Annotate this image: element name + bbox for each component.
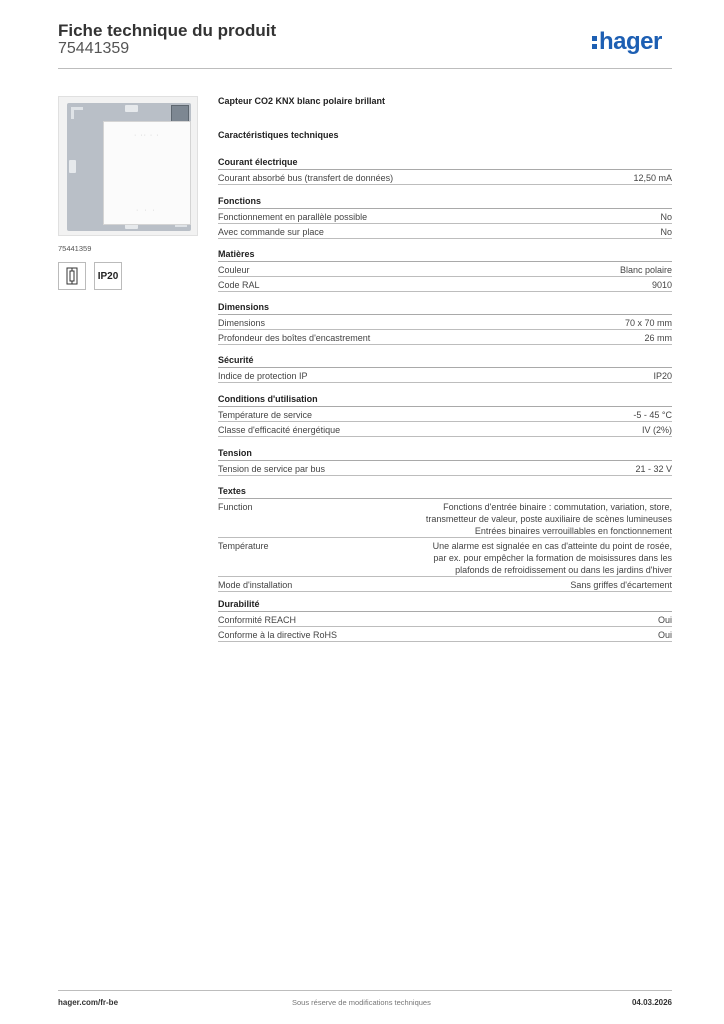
spec-value: -5 - 45 °C <box>633 409 672 420</box>
image-caption: 75441359 <box>58 244 92 253</box>
section-durabilite <box>218 598 672 642</box>
spec-row <box>218 577 672 592</box>
spec-label: Profondeur des boîtes d'encastrement <box>218 332 371 343</box>
spec-value <box>426 501 672 537</box>
logo-text: hager <box>599 28 662 55</box>
spec-row <box>218 499 672 538</box>
section-courant <box>218 156 672 185</box>
spec-label: Function <box>218 501 253 512</box>
section-fonctions <box>218 195 672 239</box>
spec-value: 9010 <box>651 279 672 290</box>
spec-value: 21 - 32 V <box>635 463 672 474</box>
footer-disclaimer: Sous réserve de modifications techniques <box>292 998 431 1007</box>
knx-bus-icon <box>58 262 86 290</box>
spec-value: Oui <box>657 629 672 640</box>
product-frame <box>67 103 191 231</box>
spec-label: Tension de service par bus <box>218 463 326 474</box>
spec-label: Conformité REACH <box>218 614 297 625</box>
spec-row <box>218 612 672 627</box>
spec-value: IV (2%) <box>641 424 672 435</box>
spec-value-line: Une alarme est signalée en cas d'atteinte du point de rosée, <box>432 540 672 551</box>
hager-logo <box>592 28 662 56</box>
spec-value: Oui <box>657 614 672 625</box>
spec-label: Fonctionnement en parallèle possible <box>218 211 368 222</box>
logo-dots-icon <box>592 34 597 50</box>
spec-label: Courant absorbé bus (transfert de données) <box>218 172 394 183</box>
section-title: Dimensions <box>218 301 672 315</box>
spec-value-line: plafonds de refroidissement ou dans les jardins d'hiver <box>455 564 672 575</box>
spec-row <box>218 368 672 383</box>
spec-row <box>218 315 672 330</box>
spec-row <box>218 538 672 577</box>
spec-row <box>218 262 672 277</box>
spec-value-line: Fonctions d'entrée binaire : commutation, variation, store, <box>443 501 672 512</box>
spec-value: No <box>660 226 672 237</box>
section-title: Tension <box>218 447 672 461</box>
spec-value: No <box>660 211 672 222</box>
section-textes <box>218 485 672 592</box>
spec-value-line: par ex. pour empêcher la formation de moisissures dans les <box>433 552 672 563</box>
sensor-cover: · ·· · · · · · <box>103 121 191 225</box>
spec-label: Température de service <box>218 409 313 420</box>
spec-value <box>433 540 672 576</box>
spec-row <box>218 422 672 437</box>
spec-value-line: Entrées binaires verrouillables en fonctionnement <box>474 525 672 536</box>
section-title: Durabilité <box>218 598 672 612</box>
spec-row <box>218 209 672 224</box>
section-title: Matières <box>218 248 672 262</box>
spec-label: Avec commande sur place <box>218 226 324 237</box>
spec-row <box>218 170 672 185</box>
section-title: Sécurité <box>218 354 672 368</box>
spec-row <box>218 224 672 239</box>
section-matieres <box>218 248 672 292</box>
spec-row <box>218 407 672 422</box>
spec-label: Code RAL <box>218 279 260 290</box>
product-image <box>58 96 198 236</box>
section-dimensions <box>218 301 672 345</box>
footer-website: hager.com/fr-be <box>58 998 119 1007</box>
section-title: Textes <box>218 485 672 499</box>
section-conditions <box>218 393 672 437</box>
footer-divider <box>58 990 672 991</box>
section-tension <box>218 447 672 476</box>
specs-heading: Caractéristiques techniques <box>218 130 339 140</box>
spec-label: Dimensions <box>218 317 266 328</box>
spec-label: Mode d'installation <box>218 579 293 590</box>
spec-row <box>218 627 672 642</box>
header-divider <box>58 68 672 69</box>
product-reference: 75441359 <box>58 40 130 57</box>
spec-value: IP20 <box>653 370 672 381</box>
ip-rating-badge: IP20 <box>94 262 122 290</box>
spec-value: 70 x 70 mm <box>624 317 672 328</box>
spec-label: Température <box>218 540 269 551</box>
spec-row <box>218 277 672 292</box>
section-title: Fonctions <box>218 195 672 209</box>
product-name: Capteur CO2 KNX blanc polaire brillant <box>218 96 386 106</box>
spec-label: Indice de protection IP <box>218 370 308 381</box>
spec-label: Couleur <box>218 264 250 275</box>
spec-value: 12,50 mA <box>633 172 672 183</box>
spec-value: Blanc polaire <box>619 264 672 275</box>
spec-value: 26 mm <box>644 332 672 343</box>
section-securite <box>218 354 672 383</box>
page-title: Fiche technique du produit <box>58 21 277 40</box>
spec-label: Classe d'efficacité énergétique <box>218 424 341 435</box>
spec-value-line: transmetteur de valeur, poste auxiliaire de scènes lumineuses <box>425 513 672 524</box>
spec-row <box>218 461 672 476</box>
spec-label: Conforme à la directive RoHS <box>218 629 338 640</box>
spec-value: Sans griffes d'écartement <box>570 579 672 590</box>
section-title: Conditions d'utilisation <box>218 393 672 407</box>
spec-row <box>218 330 672 345</box>
footer-date: 04.03.2026 <box>631 998 672 1007</box>
section-title: Courant électrique <box>218 156 672 170</box>
